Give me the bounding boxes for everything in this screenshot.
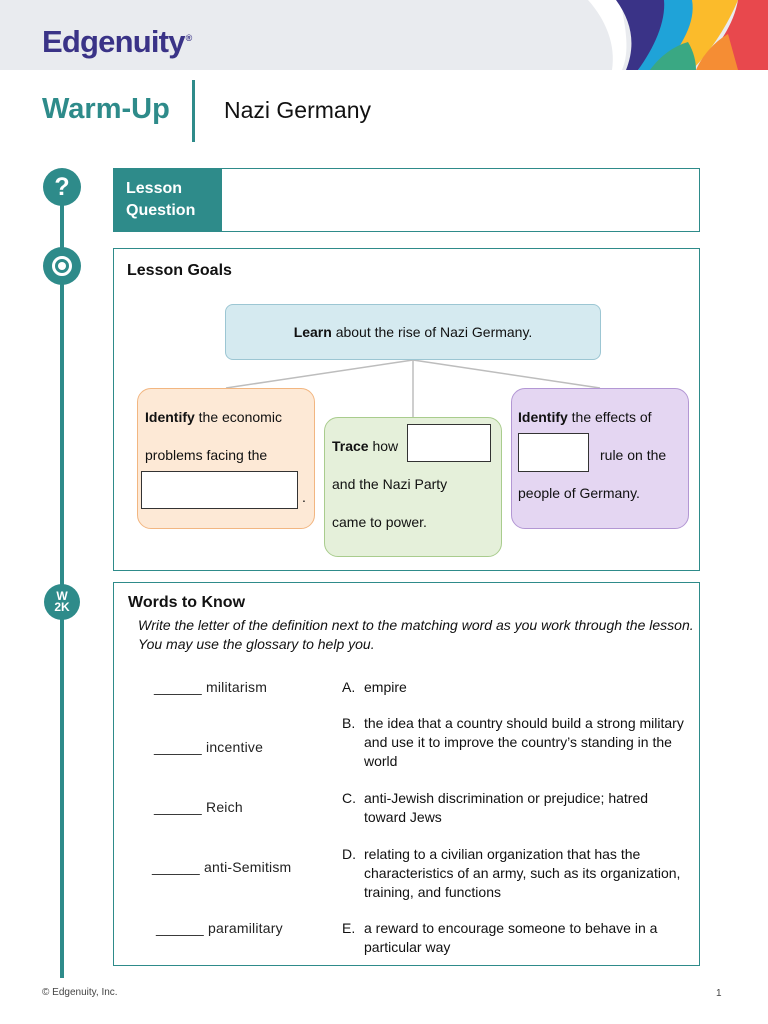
page-title: Nazi Germany [224, 97, 371, 123]
target-icon [43, 247, 81, 285]
term-anti-semitism[interactable]: ______ anti-Semitism [152, 859, 292, 875]
definition-e: E. a reward to encourage someone to behave in a particular way [342, 920, 658, 955]
title-divider [192, 80, 195, 142]
lesson-goals-title: Lesson Goals [127, 262, 232, 279]
timeline-line [60, 170, 64, 978]
term-reich[interactable]: ______ Reich [154, 799, 243, 815]
footer-page-number: 1 [716, 988, 722, 999]
term-militarism[interactable]: ______ militarism [154, 679, 268, 695]
footer-copyright: © Edgenuity, Inc. [42, 987, 118, 998]
words-to-know-title: Words to Know [128, 594, 246, 611]
blank-input-effects[interactable] [518, 433, 589, 472]
words-to-know-instructions: Write the letter of the definition next to the matching word as you work through the lesson. You may use the glossary to help you. [138, 617, 694, 652]
identify-effects-box: Identify the effects of rule on the people of Germany. [511, 388, 689, 529]
trace-goal-box: Trace how and the Nazi Party came to power. [324, 417, 502, 557]
definition-a: A. empire [342, 679, 407, 695]
definition-c: C. anti-Jewish discrimination or prejudice; hatred toward Jews [342, 790, 649, 825]
term-incentive[interactable]: ______ incentive [154, 739, 264, 755]
section-label: Warm-Up [42, 93, 170, 125]
decorative-shapes [588, 0, 768, 70]
identify-problems-box: Identify the economic problems facing the . [137, 388, 315, 529]
term-paramilitary[interactable]: ______ paramilitary [156, 920, 283, 936]
blank-input-problems[interactable] [141, 471, 298, 509]
words-to-know-panel [113, 582, 700, 966]
edgenuity-logo: Edgenuity® [42, 24, 192, 59]
learn-goal-box: Learn about the rise of Nazi Germany. [225, 304, 601, 360]
blank-input-trace[interactable] [407, 424, 491, 462]
definition-d: D. relating to a civilian organization that has the characteristics of an army, such as its organization, training, and functions [342, 846, 681, 900]
definition-b: B. the idea that a country should build a strong military and use it to improve the country’s standing in the world [342, 715, 684, 769]
lesson-question-label: Lesson Question [114, 169, 222, 231]
w2k-speech-bubble-icon: W 2K [44, 584, 80, 620]
lesson-goals-panel [113, 248, 700, 571]
question-mark-icon: ? [43, 168, 81, 206]
header-band [0, 0, 768, 70]
lesson-question-panel [113, 168, 700, 232]
